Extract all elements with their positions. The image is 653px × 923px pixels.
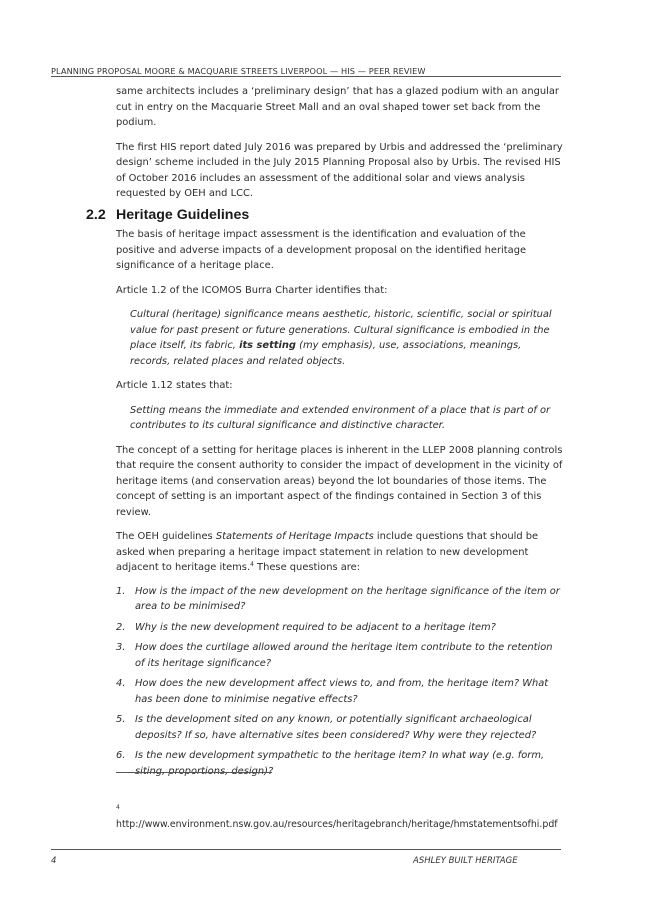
section-number: 2.2 [86,207,106,223]
section-paragraph-3: Article 1.12 states that: [116,380,233,391]
section-paragraph-4: The concept of a setting for heritage places is inherent in the LLEP 2008 planning controls that require the consent authority to consider the impact of development in the vicinity of heritage items (and conservation areas) beyond the lot boundaries of those items. The concept of setting is an important aspect of the findings contained in Section 3 of this review. [116,444,563,518]
footnote-reference[interactable]: 4 [250,561,254,568]
list-item: 2. Why is the new development required to be adjacent to a heritage item? [116,621,496,633]
list-item: 6. Is the new development sympathetic to the heritage item? In what way (e.g. form, siting, proportions, design)? [116,750,545,777]
page-number: 4 [51,856,57,866]
burra-charter-quote: Cultural (heritage) significance means aesthetic, historic, scientific, social or spiritual value for past present or future generations. Cultural significance is embodied in the place itself, its fabric, its setting (my emphasis), use, associations, meanings, records, related places and related objects. [130,309,552,367]
footnote-divider [116,772,272,773]
section-paragraph-1: The basis of heritage impact assessment is the identification and evaluation of the positive and adverse impacts of a development proposal on the identified heritage significance of a heritage place. [116,229,527,271]
footer-divider [51,849,561,850]
intro-paragraph-1: same architects includes a ‘preliminary design’ that has a glazed podium with an angular cut in entry on the Macquarie Street Mall and an oval shaped tower set back from the podium. [116,86,559,128]
footnote-mark: 4 [116,804,120,811]
section-title: Heritage Guidelines [116,207,250,223]
emphasis-setting: its setting [239,340,296,351]
intro-paragraph-2: The first HIS report dated July 2016 was prepared by Urbis and addressed the ‘preliminary design’ scheme included in the July 2015 Planning Proposal also by Urbis. The revised HIS of October 2016 includes an assessment of the additional solar and views analysis requested by OEH and LCC. [116,141,563,199]
list-item: 5. Is the development sited on any known, or potentially significant archaeological deposits? If so, have alternative sites been considered? Why were they rejected? [116,714,537,741]
list-item: 3. How does the curtilage allowed around the heritage item contribute to the retention of its heritage significance? [116,642,553,669]
body-upper [116,84,563,202]
footer-brand: ASHLEY BUILT HERITAGE [413,856,518,866]
section-paragraph-5: The OEH guidelines Statements of Heritage Impacts include questions that should be asked when preparing a heritage impact statement in relation to new development adjacent to heritage items.$^4$ These questions are: [116,531,539,573]
guideline-title: Statements of Heritage Impacts [215,531,374,542]
running-header: PLANNING PROPOSAL MOORE & MACQUARIE STREETS LIVERPOOL — HIS — PEER REVIEW [51,66,426,76]
body-section [116,227,563,784]
section-paragraph-2: Article 1.2 of the ICOMOS Burra Charter identifies that: [116,284,388,296]
list-item: 4. How does the new development affect views to, and from, the heritage item? What has been done to minimise negative effects? [116,678,549,705]
setting-quote: Setting means the immediate and extended environment of a place that is part of or contributes to its cultural significance and distinctive character. [130,404,551,431]
footnote-link[interactable]: http://www.environment.nsw.gov.au/resources/heritagebranch/heritage/hmstatementsofhi.pdf [116,819,558,830]
section-heading [86,207,249,223]
header-divider [51,76,561,77]
list-item: 1. How is the impact of the new development on the heritage significance of the item or area to be minimised? [116,585,560,612]
heritage-questions-list [116,584,563,780]
